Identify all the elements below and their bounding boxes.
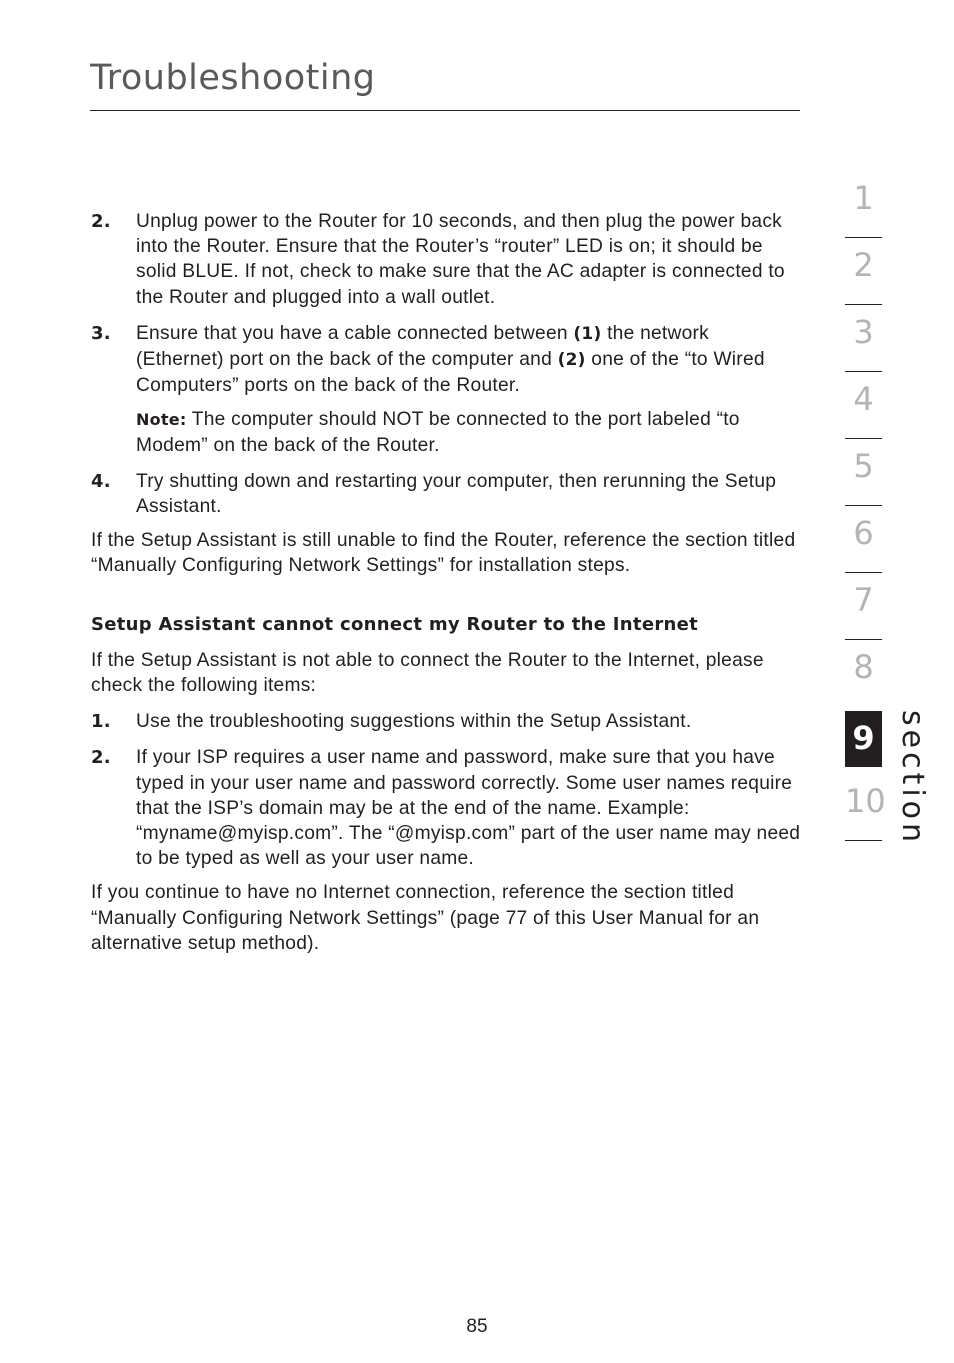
page-number: 85: [466, 1316, 488, 1337]
section-nav-item[interactable]: [845, 773, 886, 829]
paragraph: If the Setup Assistant is still unable to find the Router, reference the section titled “Manually Configuring Network Settings” for installation steps.: [91, 530, 796, 577]
section-nav-number: 4: [853, 380, 874, 418]
list-item-text: If your ISP requires a user name and password, make sure that you have typed in your user name and password correctly. Some user names require that the ISP’s domain may be at the end of the name. Example: “myname@myisp.com”. The “@myisp.com” part of the user name may need to be typed as well as your user name.: [136, 747, 801, 870]
list-item-text: one of the “to Wired Computers” ports on the back of the Router.: [136, 349, 765, 397]
list-item: [91, 745, 801, 871]
paragraph: If you continue to have no Internet connection, reference the section titled “Manually Configuring Network Settings” (page 77 of this User Manual for an alternative setup method).: [91, 882, 760, 954]
section-nav-number: 7: [853, 581, 874, 619]
note: [91, 407, 801, 457]
section-nav-number: 5: [853, 447, 874, 485]
section-nav-item[interactable]: [845, 304, 882, 360]
section-nav-item-active[interactable]: [845, 711, 882, 767]
section-label: section: [895, 710, 930, 847]
callout-ref-2: (2): [557, 350, 586, 371]
list-item-number: 2.: [91, 747, 111, 769]
section-nav-number: 1: [853, 179, 874, 217]
section-nav-item[interactable]: [845, 572, 882, 628]
section-nav-item[interactable]: [845, 170, 882, 226]
section-nav-item[interactable]: [845, 639, 882, 695]
main-content: [91, 209, 801, 956]
list-item-number: 3.: [91, 322, 111, 344]
section-nav-item[interactable]: [845, 237, 882, 293]
section-nav-number: 10: [845, 782, 886, 820]
note-label: Note:: [136, 410, 187, 430]
list-item-text: Ensure that you have a cable connected between: [136, 322, 574, 344]
section-nav-divider: [845, 840, 882, 841]
section-heading: Setup Assistant cannot connect my Router to the Internet: [91, 613, 699, 635]
title-divider: [90, 110, 800, 111]
callout-ref-1: (1): [573, 323, 602, 344]
page-title: Troubleshooting: [90, 58, 376, 98]
list-item-text: Unplug power to the Router for 10 seconds, and then plug the power back into the Router. Ensure that the Router’s “router” LED is on; it should be solid BLUE. If not, check to make sure that the AC adapter is connected to the Router and plugged into a wall outlet.: [136, 211, 785, 308]
list-item-number: 1.: [91, 711, 111, 733]
list-item-number: 4.: [91, 470, 111, 492]
paragraph: If the Setup Assistant is not able to connect the Router to the Internet, please check the following items:: [91, 649, 764, 697]
list-item-text: the network (Ethernet) port on the back of the computer and: [136, 322, 710, 371]
list-item-text: Use the troubleshooting suggestions within the Setup Assistant.: [136, 711, 692, 733]
list-item: [91, 209, 801, 310]
note-text: The computer should NOT be connected to the port labeled “to Modem” on the back of the Router.: [136, 409, 740, 456]
list-item-number: 2.: [91, 211, 111, 232]
section-nav-number: 8: [853, 648, 874, 686]
list-item: [91, 709, 801, 734]
section-nav-number: 6: [853, 514, 874, 552]
section-nav-item[interactable]: [845, 505, 882, 561]
section-nav-item[interactable]: [845, 438, 882, 494]
section-nav-number: 3: [853, 313, 874, 351]
list-item: [91, 321, 801, 399]
section-nav-number: 2: [853, 246, 874, 284]
section-nav-item[interactable]: [845, 371, 882, 427]
list-item: [91, 469, 801, 519]
section-nav-number: 9: [852, 719, 875, 757]
list-item-text: Try shutting down and restarting your computer, then rerunning the Setup Assistant.: [136, 470, 777, 518]
